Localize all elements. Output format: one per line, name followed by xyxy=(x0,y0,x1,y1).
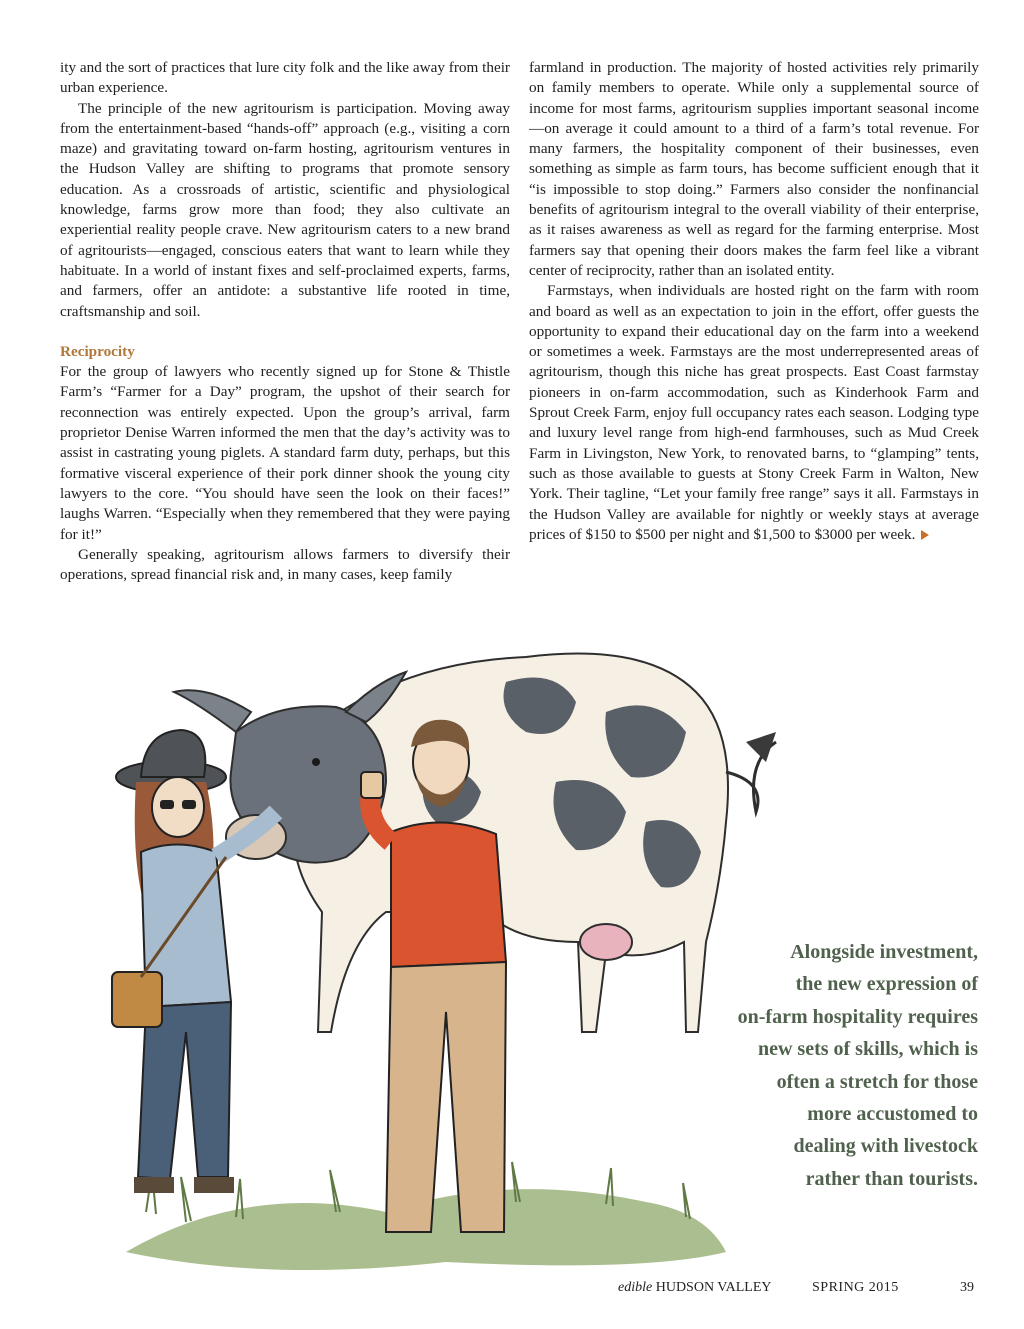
pull-quote-line: on-farm hospitality requires xyxy=(737,1005,978,1028)
pull-quote-line: Alongside investment, xyxy=(790,941,978,963)
pull-quote-line: more accustomed to xyxy=(807,1103,978,1126)
paragraph: For the group of lawyers who recently signed up for Stone & Thistle Farm’s “Farmer for a Day” program, the upshot of their search for reconnection was entirely expected. Upon the group’s arrival, farm proprietor Denise Warren informed the men that the day’s activity was to assist in castrating young piglets. A standard farm duty, perhaps, but this formative visceral experience of their pork dinner shook the young city lawyers to the core. “You should have seen the look on their faces!” laughs Warren. “Especially when they remembered that they were paying for it!” xyxy=(60,363,510,543)
paragraph: The principle of the new agritourism is participation. Moving away from the entertainment-based “hands-off” approach (e.g., visiting a corn maze) and gravitating toward on-farm hosting, agritourism ventures in the Hudson Valley are shifting to programs that promote sensory education. As a crossroads of artistic, scientific and physiological knowledge, farms grow more than food; they also cultivate an experiential reality people crave. New agritourism caters to a new brand of agritourists—engaged, conscious eaters that want to learn while they habituate. In a world of instant fixes and self-proclaimed experts, farms, and farmers, offer an antidote: a substantive life rooted in time, craftsmanship and soil. xyxy=(60,99,510,320)
page-number: 39 xyxy=(960,1280,974,1295)
pull-quote xyxy=(678,936,978,1195)
page-footer xyxy=(0,1280,1024,1302)
end-mark-icon xyxy=(921,530,929,540)
paragraph: ity and the sort of practices that lure city folk and the like away from their urban experience. xyxy=(60,59,510,97)
brand-italic: edible xyxy=(618,1280,653,1295)
publication-name xyxy=(618,1280,772,1296)
pull-quote-line: new sets of skills, which is xyxy=(757,1038,978,1061)
paragraph xyxy=(529,281,979,545)
section-heading: Reciprocity xyxy=(60,342,135,360)
brand-name: HUDSON VALLEY xyxy=(655,1280,772,1295)
pull-quote-line: rather than tourists. xyxy=(805,1167,978,1190)
pull-quote-line: the new expression of xyxy=(795,973,978,996)
paragraph-text: Farmstays, when individuals are hosted right on the farm with room and board as well as an expectation to join in the effort, offer guests the opportunity to expand their educational day on the farm into a weekend or sometimes a week. Farmstays are the most underrepresented areas of agritourism, though this niche has great prospects. East Coast farmstay pioneers in on-farm accommodation, such as Kinderhook Farm and Sprout Creek Farm, enjoy full occupancy rates each season. Lodging type and luxury level range from high-end farmhouses, such as Mud Creek Farm in Livingston, New York, to renovated barns, to “glamping” tents, such as those available to guests at Stony Creek Farm in Walton, New York. Their tagline, “Let your family free range” says it all. Farmstays in the Hudson Valley are available for nightly or weekly stays at average prices of $150 to $500 per night and $1,500 to $3000 per week. xyxy=(529,282,979,543)
paragraph: farmland in production. The majority of hosted activities rely primarily on family members to operate. While only a supplemental source of income for most farms, agritourism supplies important seasonal income—on average it could amount to a third of a farm’s total revenue. For many farmers, the hospitality component of their businesses, even something as simple as farm tours, has become sufficient enough that it “is impossible to stop doing.” Farmers also consider the nonfinancial benefits of agritourism integral to the overall viability of their enterprise, as it raises awareness as well as regard for the farming enterprise. Most farmers say that opening their doors makes the farm feel like a vibrant center of reciprocity, rather than an isolated entity. xyxy=(529,59,979,279)
left-column xyxy=(60,58,510,585)
pull-quote-line: often a stretch for those xyxy=(776,1070,978,1093)
paragraph: Generally speaking, agritourism allows farmers to diversify their operations, spread financial risk and, in many cases, keep family xyxy=(60,545,510,584)
pull-quote-line: dealing with livestock xyxy=(793,1135,978,1158)
right-column xyxy=(529,58,979,545)
issue-label: SPRING 2015 xyxy=(812,1280,899,1295)
